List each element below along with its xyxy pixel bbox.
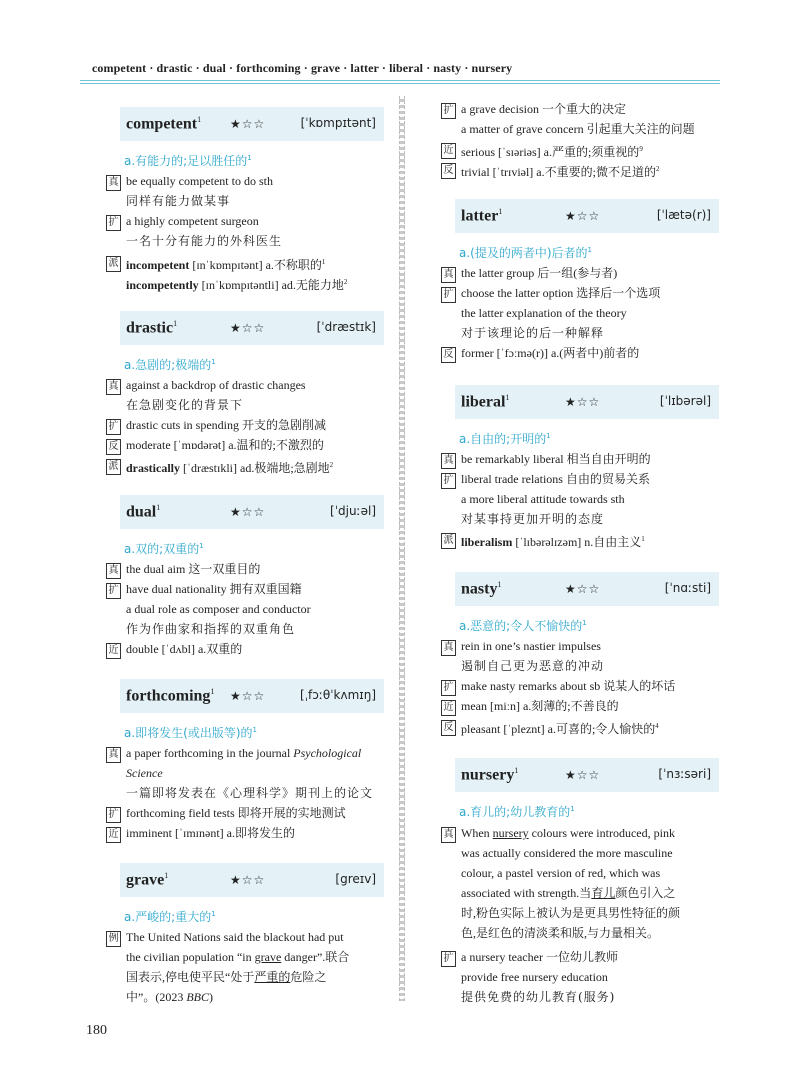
word-box-latter xyxy=(455,199,719,233)
synonym: serious [ˈsɪəriəs] a.严重的;须重视的$^9$ xyxy=(461,145,643,159)
translation: 作为作曲家和指挥的双重角色 xyxy=(126,622,296,636)
tag-kuo: 扩 xyxy=(106,419,121,435)
star-rating: ★☆☆ xyxy=(565,768,601,782)
example: the latter explanation of the theory xyxy=(461,306,627,320)
derivative: incompetently [ɪnˈkɒmpɪtəntli] ad.无能力地$^2$ xyxy=(126,278,348,292)
tag-pai: 派 xyxy=(441,533,456,549)
tag-kuo: 扩 xyxy=(441,951,456,967)
example: drastic cuts in spending 开支的急剧削减 xyxy=(126,418,326,432)
synonym: mean [miːn] a.刻薄的;不善良的 xyxy=(461,699,619,713)
tag-kuo: 扩 xyxy=(441,103,456,119)
example: the dual aim 这一双重目的 xyxy=(126,562,261,576)
tag-kuo: 扩 xyxy=(106,807,121,823)
tag-zhen: 真 xyxy=(106,563,121,579)
example-paragraph: The United Nations said the blackout had put the civilian population “in grave danger”.联合 国表示,停电使平民“处于严重的危险之 中”。(2023 BBC) xyxy=(126,930,350,1004)
word-box-nasty xyxy=(455,572,719,606)
meaning: a.自由的;开明的$^1$ xyxy=(459,432,551,446)
antonym: pleasant [ˈpleznt] a.可喜的;令人愉快的$^4$ xyxy=(461,722,659,736)
antonym: former [ˈfɔːmə(r)] a.(两者中)前者的 xyxy=(461,346,640,360)
phonetic: [ˈnɜːsəri] xyxy=(658,767,711,781)
star-rating: ★☆☆ xyxy=(230,321,266,335)
example: liberal trade relations 自由的贸易关系 xyxy=(461,472,650,486)
synonym: imminent [ˈɪmɪnənt] a.即将发生的 xyxy=(126,826,295,840)
tag-kuo: 扩 xyxy=(441,287,456,303)
tag-zhen: 真 xyxy=(441,453,456,469)
example: be equally competent to do sth xyxy=(126,174,273,188)
headword: nursery$^1$ xyxy=(461,766,519,784)
tag-zhen: 真 xyxy=(441,267,456,283)
example: provide free nursery education xyxy=(461,970,608,984)
header-rule-bottom xyxy=(80,83,720,84)
example: a grave decision 一个重大的决定 xyxy=(461,102,626,116)
phonetic: [ˌfɔːθˈkʌmɪŋ] xyxy=(300,688,376,702)
word-box-grave xyxy=(120,863,384,897)
translation: 在急剧变化的背景下 xyxy=(126,398,244,412)
star-rating: ★☆☆ xyxy=(565,209,601,223)
tag-pai: 派 xyxy=(106,459,121,475)
derivative: incompetent [ɪnˈkɒmpɪtənt] a.不称职的$^1$ xyxy=(126,258,326,272)
example: be remarkably liberal 相当自由开明的 xyxy=(461,452,651,466)
tag-fan: 反 xyxy=(441,347,456,363)
tag-fan: 反 xyxy=(441,163,456,179)
headword: forthcoming$^1$ xyxy=(126,687,215,705)
headword: latter$^1$ xyxy=(461,207,503,225)
meaning: a.(提及的两者中)后者的$^1$ xyxy=(459,246,593,260)
example: have dual nationality 拥有双重国籍 xyxy=(126,582,302,596)
example: choose the latter option 选择后一个选项 xyxy=(461,286,661,300)
tag-kuo: 扩 xyxy=(106,583,121,599)
example: a highly competent surgeon xyxy=(126,214,259,228)
word-box-dual xyxy=(120,495,384,529)
word-box-liberal xyxy=(455,385,719,419)
meaning: a.急剧的;极端的$^1$ xyxy=(124,358,216,372)
derivative: liberalism [ˈlɪbərəlɪzəm] n.自由主义$^1$ xyxy=(461,535,645,549)
headword: competent$^1$ xyxy=(126,115,202,133)
phonetic: [greɪv] xyxy=(335,872,376,886)
synonym: double [ˈdʌbl] a.双重的 xyxy=(126,642,243,656)
antonym: moderate [ˈmɒdərət] a.温和的;不激烈的 xyxy=(126,438,324,452)
running-header: competent · drastic · dual · forthcoming · grave · latter · liberal · nasty · nursery xyxy=(92,61,513,75)
meaning: a.育儿的;幼儿教育的$^1$ xyxy=(459,805,575,819)
headword: grave$^1$ xyxy=(126,871,169,889)
example: forthcoming field tests 即将开展的实地测试 xyxy=(126,806,346,820)
example: the latter group 后一组(参与者) xyxy=(461,266,618,280)
phonetic: [ˈlɪbərəl] xyxy=(659,394,711,408)
tag-jin: 近 xyxy=(106,827,121,843)
translation: 对于该理论的后一种解释 xyxy=(461,326,605,340)
star-rating: ★☆☆ xyxy=(230,505,266,519)
tag-li: 例 xyxy=(106,931,121,947)
meaning: a.有能力的;足以胜任的$^1$ xyxy=(124,154,252,168)
translation: 同样有能力做某事 xyxy=(126,194,231,208)
headword: drastic$^1$ xyxy=(126,319,178,337)
column-divider xyxy=(399,96,405,1001)
phonetic: [ˈdræstɪk] xyxy=(316,320,376,334)
tag-kuo: 扩 xyxy=(441,473,456,489)
meaning: a.双的;双重的$^1$ xyxy=(124,542,204,556)
tag-fan: 反 xyxy=(441,720,456,736)
tag-jin: 近 xyxy=(441,143,456,159)
example: a more liberal attitude towards sth xyxy=(461,492,625,506)
translation: 提供免费的幼儿教育(服务) xyxy=(461,990,616,1004)
tag-pai: 派 xyxy=(106,256,121,272)
example: a nursery teacher 一位幼儿教师 xyxy=(461,950,618,964)
headword: dual$^1$ xyxy=(126,503,161,521)
tag-fan: 反 xyxy=(106,439,121,455)
example: make nasty remarks about sb 说某人的坏话 xyxy=(461,679,676,693)
derivative: drastically [ˈdræstɪkli] ad.极端地;急剧地$^2$ xyxy=(126,461,334,475)
tag-kuo: 扩 xyxy=(441,680,456,696)
tag-zhen: 真 xyxy=(106,379,121,395)
translation: 一名十分有能力的外科医生 xyxy=(126,234,283,248)
example: Science xyxy=(126,766,163,780)
headword: nasty$^1$ xyxy=(461,580,502,598)
tag-zhen: 真 xyxy=(441,827,456,843)
example: a paper forthcoming in the journal Psychological xyxy=(126,746,362,760)
tag-zhen: 真 xyxy=(106,747,121,763)
example: a dual role as composer and conductor xyxy=(126,602,311,616)
phonetic: [ˈlætə(r)] xyxy=(656,208,711,222)
translation: 一篇即将发表在《心理科学》期刊上的论文 xyxy=(126,786,374,800)
word-box-competent xyxy=(120,107,384,141)
star-rating: ★☆☆ xyxy=(230,689,266,703)
example: against a backdrop of drastic changes xyxy=(126,378,306,392)
star-rating: ★☆☆ xyxy=(565,582,601,596)
phonetic: [ˈdjuːəl] xyxy=(330,504,376,518)
tag-zhen: 真 xyxy=(441,640,456,656)
translation: 对某事持更加开明的态度 xyxy=(461,512,605,526)
meaning: a.恶意的;令人不愉快的$^1$ xyxy=(459,619,587,633)
star-rating: ★☆☆ xyxy=(230,873,266,887)
example: a matter of grave concern 引起重大关注的问题 xyxy=(461,122,695,136)
star-rating: ★☆☆ xyxy=(230,117,266,131)
header-rule-top xyxy=(80,80,720,81)
example-paragraph: When nursery colours were introduced, pink was actually considered the more masculine colour, a pastel version of red, which was associated with strength.当育儿颜色引入之 时,粉色实际上被认为是更具男性特征的颜 色,是红色的清淡柔和版,与力量相关。 xyxy=(461,826,681,940)
tag-jin: 近 xyxy=(441,700,456,716)
example: rein in one’s nastier impulses xyxy=(461,639,601,653)
tag-jin: 近 xyxy=(106,643,121,659)
meaning: a.即将发生(或出版等)的$^1$ xyxy=(124,726,258,740)
phonetic: [ˈkɒmpɪtənt] xyxy=(300,116,376,130)
headword: liberal$^1$ xyxy=(461,393,510,411)
star-rating: ★☆☆ xyxy=(565,395,601,409)
tag-kuo: 扩 xyxy=(106,215,121,231)
tag-zhen: 真 xyxy=(106,175,121,191)
translation: 遏制自己更为恶意的冲动 xyxy=(461,659,605,673)
meaning: a.严峻的;重大的$^1$ xyxy=(124,910,216,924)
word-box-nursery xyxy=(455,758,719,792)
word-box-forthcoming xyxy=(120,679,384,713)
page-number: 180 xyxy=(86,1023,107,1038)
antonym: trivial [ˈtrɪviəl] a.不重要的;微不足道的$^2$ xyxy=(461,165,660,179)
phonetic: [ˈnɑːsti] xyxy=(664,581,711,595)
word-box-drastic xyxy=(120,311,384,345)
